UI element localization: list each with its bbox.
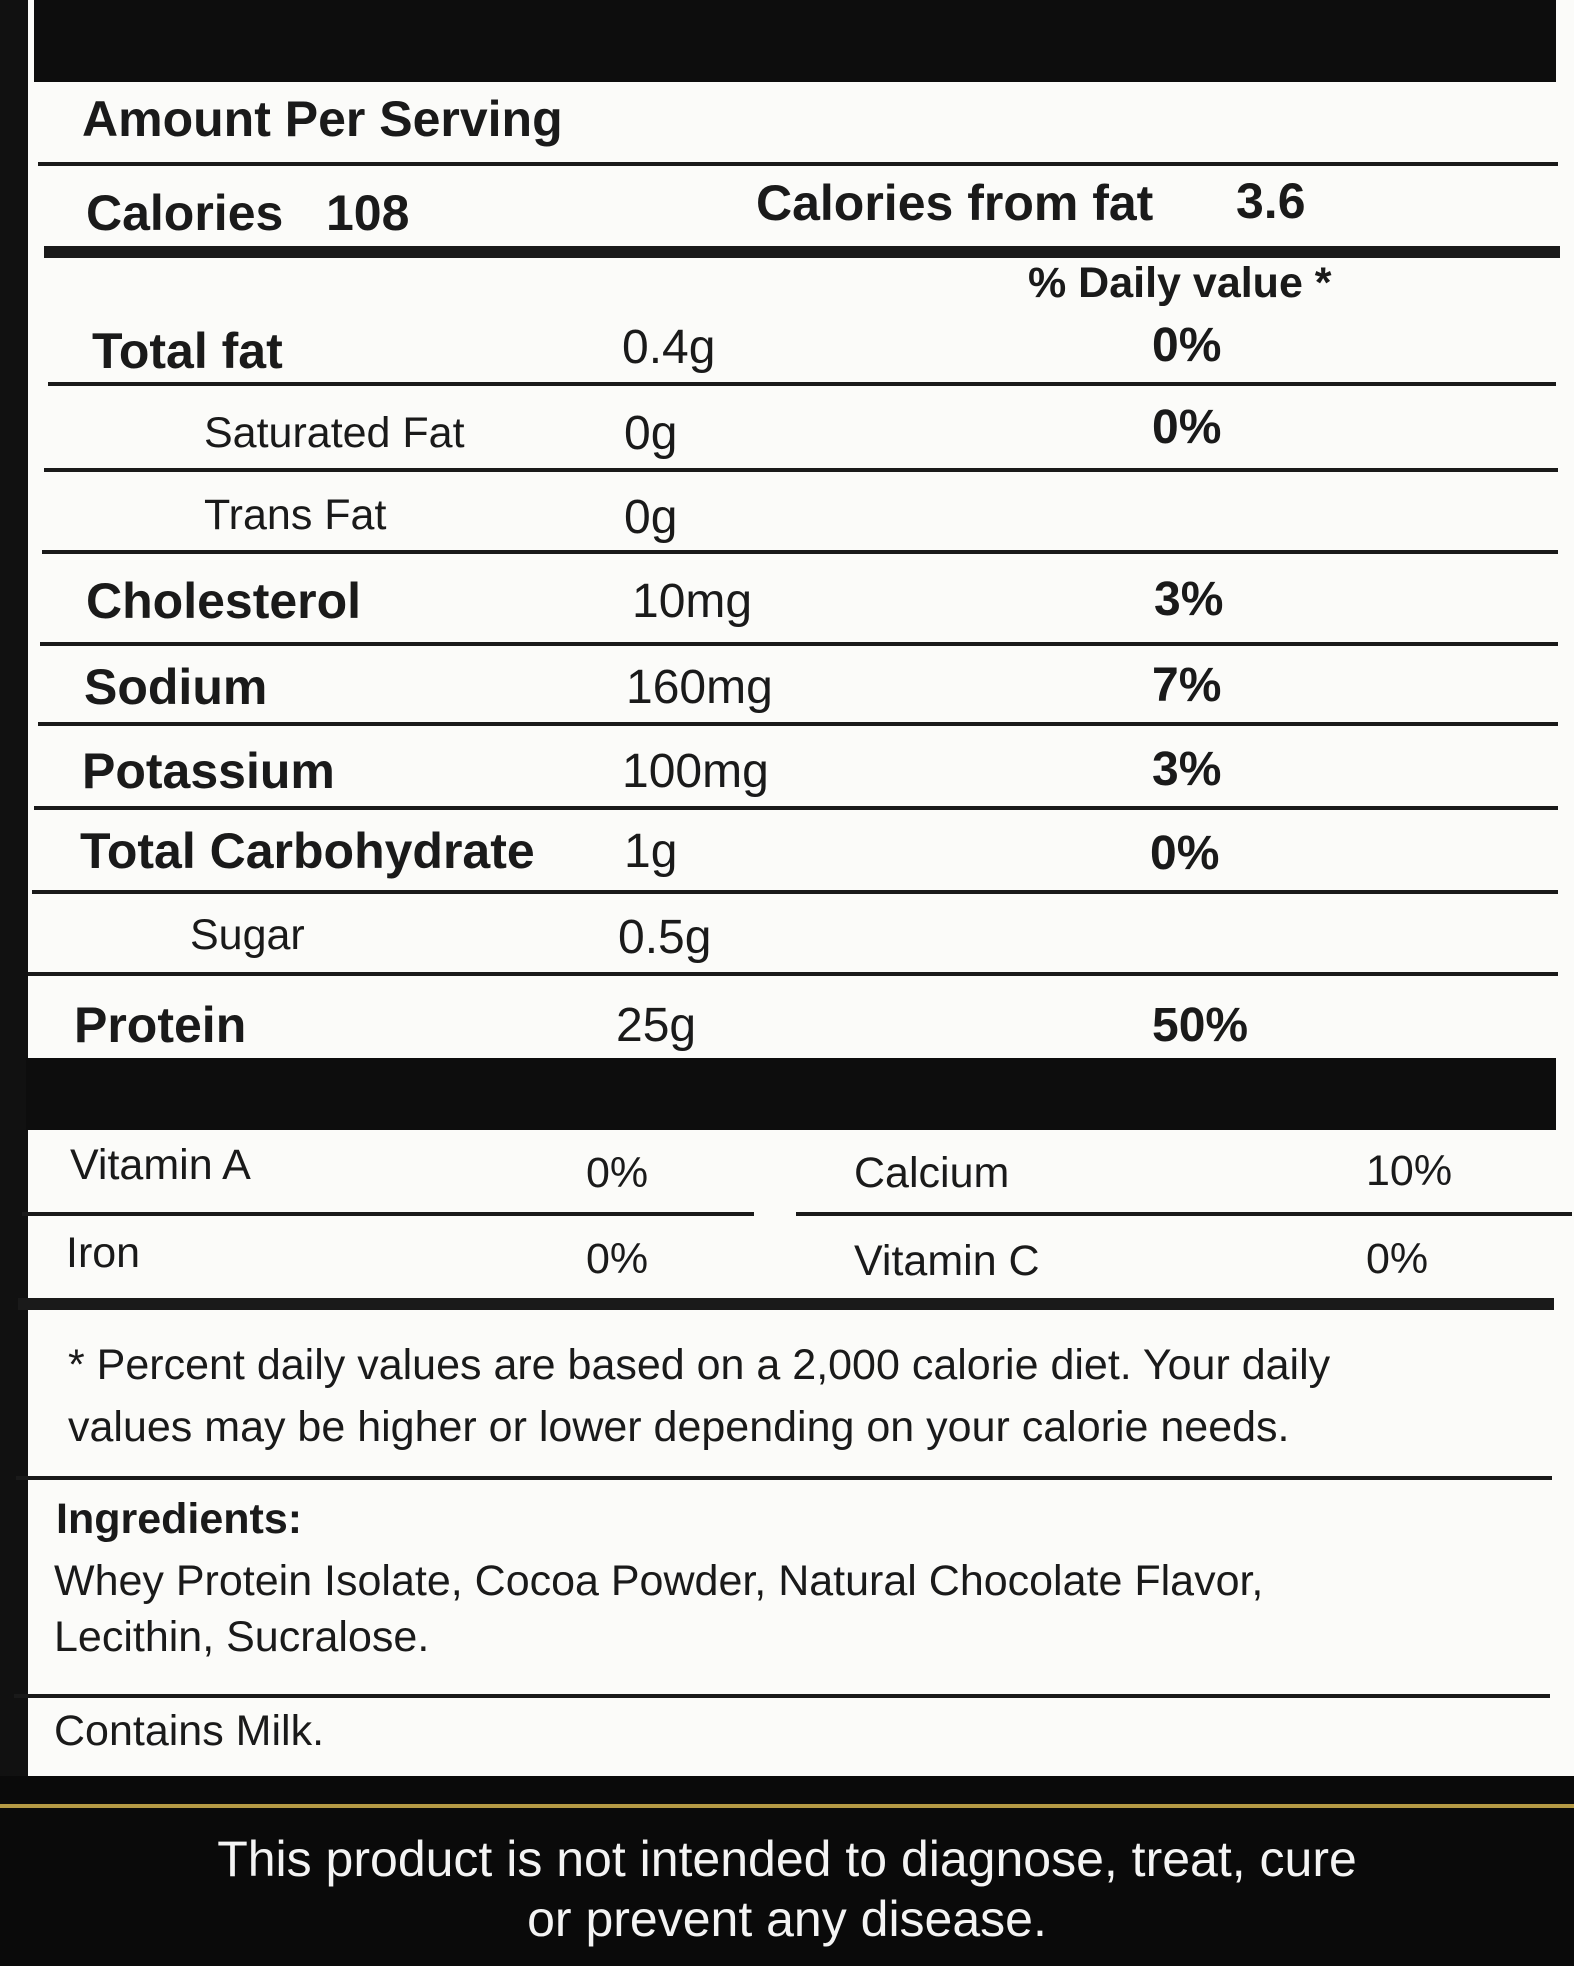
calories-from-fat-label: Calories from fat [756,175,1154,231]
divider [44,468,1558,472]
nutrient-name-protein: Protein [74,997,247,1053]
nutrient-name-sodium: Sodium [84,659,268,715]
ingredients-heading: Ingredients: [56,1495,303,1543]
gold-stripe [0,1804,1574,1808]
vitamin-dv-vitamin-a: 0% [586,1149,649,1197]
divider [48,382,1556,386]
divider-thick [44,246,1560,258]
nutrient-amount-sodium: 160mg [626,661,773,714]
nutrient-amount-total-fat: 0.4g [622,321,716,374]
calories-label: Calories [86,185,284,241]
divider [38,162,1558,166]
vitamin-dv-vitamin-c: 0% [1366,1235,1429,1283]
vitamin-dv-iron: 0% [586,1235,649,1283]
divider [42,550,1558,554]
divider [32,890,1558,894]
vitamin-name-vitamin-c: Vitamin C [854,1237,1040,1285]
ingredients-line-1: Whey Protein Isolate, Cocoa Powder, Natural Chocolate Flavor, [54,1557,1264,1605]
vitamin-name-vitamin-a: Vitamin A [70,1141,251,1189]
nutrient-amount-protein: 25g [616,999,697,1052]
ingredients-line-2: Lecithin, Sucralose. [54,1613,430,1661]
divider [22,1212,754,1216]
nutrient-amount-trans-fat: 0g [624,491,678,544]
nutrient-dv-total-fat: 0% [1152,319,1222,372]
vitamin-name-calcium: Calcium [854,1149,1010,1197]
nutrient-dv-protein: 50% [1152,999,1249,1052]
nutrient-dv-saturated-fat: 0% [1152,401,1222,454]
divider-thick [18,1298,1554,1310]
nutrient-dv-potassium: 3% [1152,743,1222,796]
divider [14,1694,1550,1698]
disclaimer-line-2: or prevent any disease. [527,1891,1047,1947]
nutrient-name-trans-fat: Trans Fat [204,491,387,539]
top-bar [34,0,1556,82]
divider [38,722,1558,726]
divider [34,806,1558,810]
nutrient-amount-potassium: 100mg [622,745,769,798]
nutrient-dv-cholesterol: 3% [1154,573,1224,626]
divider [28,972,1558,976]
allergen-statement: Contains Milk. [54,1707,325,1755]
vitamin-bar [26,1058,1556,1130]
vitamin-name-iron: Iron [66,1229,141,1277]
nutrient-dv-total-carbohydrate: 0% [1150,827,1220,880]
nutrient-name-sugar: Sugar [190,911,305,959]
divider [16,1476,1552,1480]
nutrient-name-cholesterol: Cholesterol [86,573,362,629]
disclaimer-line-1: This product is not intended to diagnose, treat, cure [217,1831,1357,1887]
nutrient-amount-cholesterol: 10mg [632,575,753,628]
nutrient-name-potassium: Potassium [82,743,335,799]
divider [796,1212,1572,1216]
daily-value-header: % Daily value * [1028,259,1332,307]
calories-from-fat-value: 3.6 [1236,173,1306,229]
nutrient-name-saturated-fat: Saturated Fat [204,409,465,457]
vitamin-dv-calcium: 10% [1366,1147,1453,1195]
calories-value: 108 [326,185,410,241]
nutrient-name-total-carbohydrate: Total Carbohydrate [80,823,535,879]
footnote-line-2: values may be higher or lower depending on your calorie needs. [68,1403,1290,1451]
nutrient-dv-sodium: 7% [1152,659,1222,712]
footnote-line-1: * Percent daily values are based on a 2,000 calorie diet. Your daily [68,1341,1331,1389]
amount-per-serving: Amount Per Serving [82,91,563,147]
nutrient-name-total-fat: Total fat [92,323,283,379]
nutrient-amount-total-carbohydrate: 1g [624,825,678,878]
nutrient-amount-sugar: 0.5g [618,911,712,964]
divider [40,642,1558,646]
nutrient-amount-saturated-fat: 0g [624,407,678,460]
